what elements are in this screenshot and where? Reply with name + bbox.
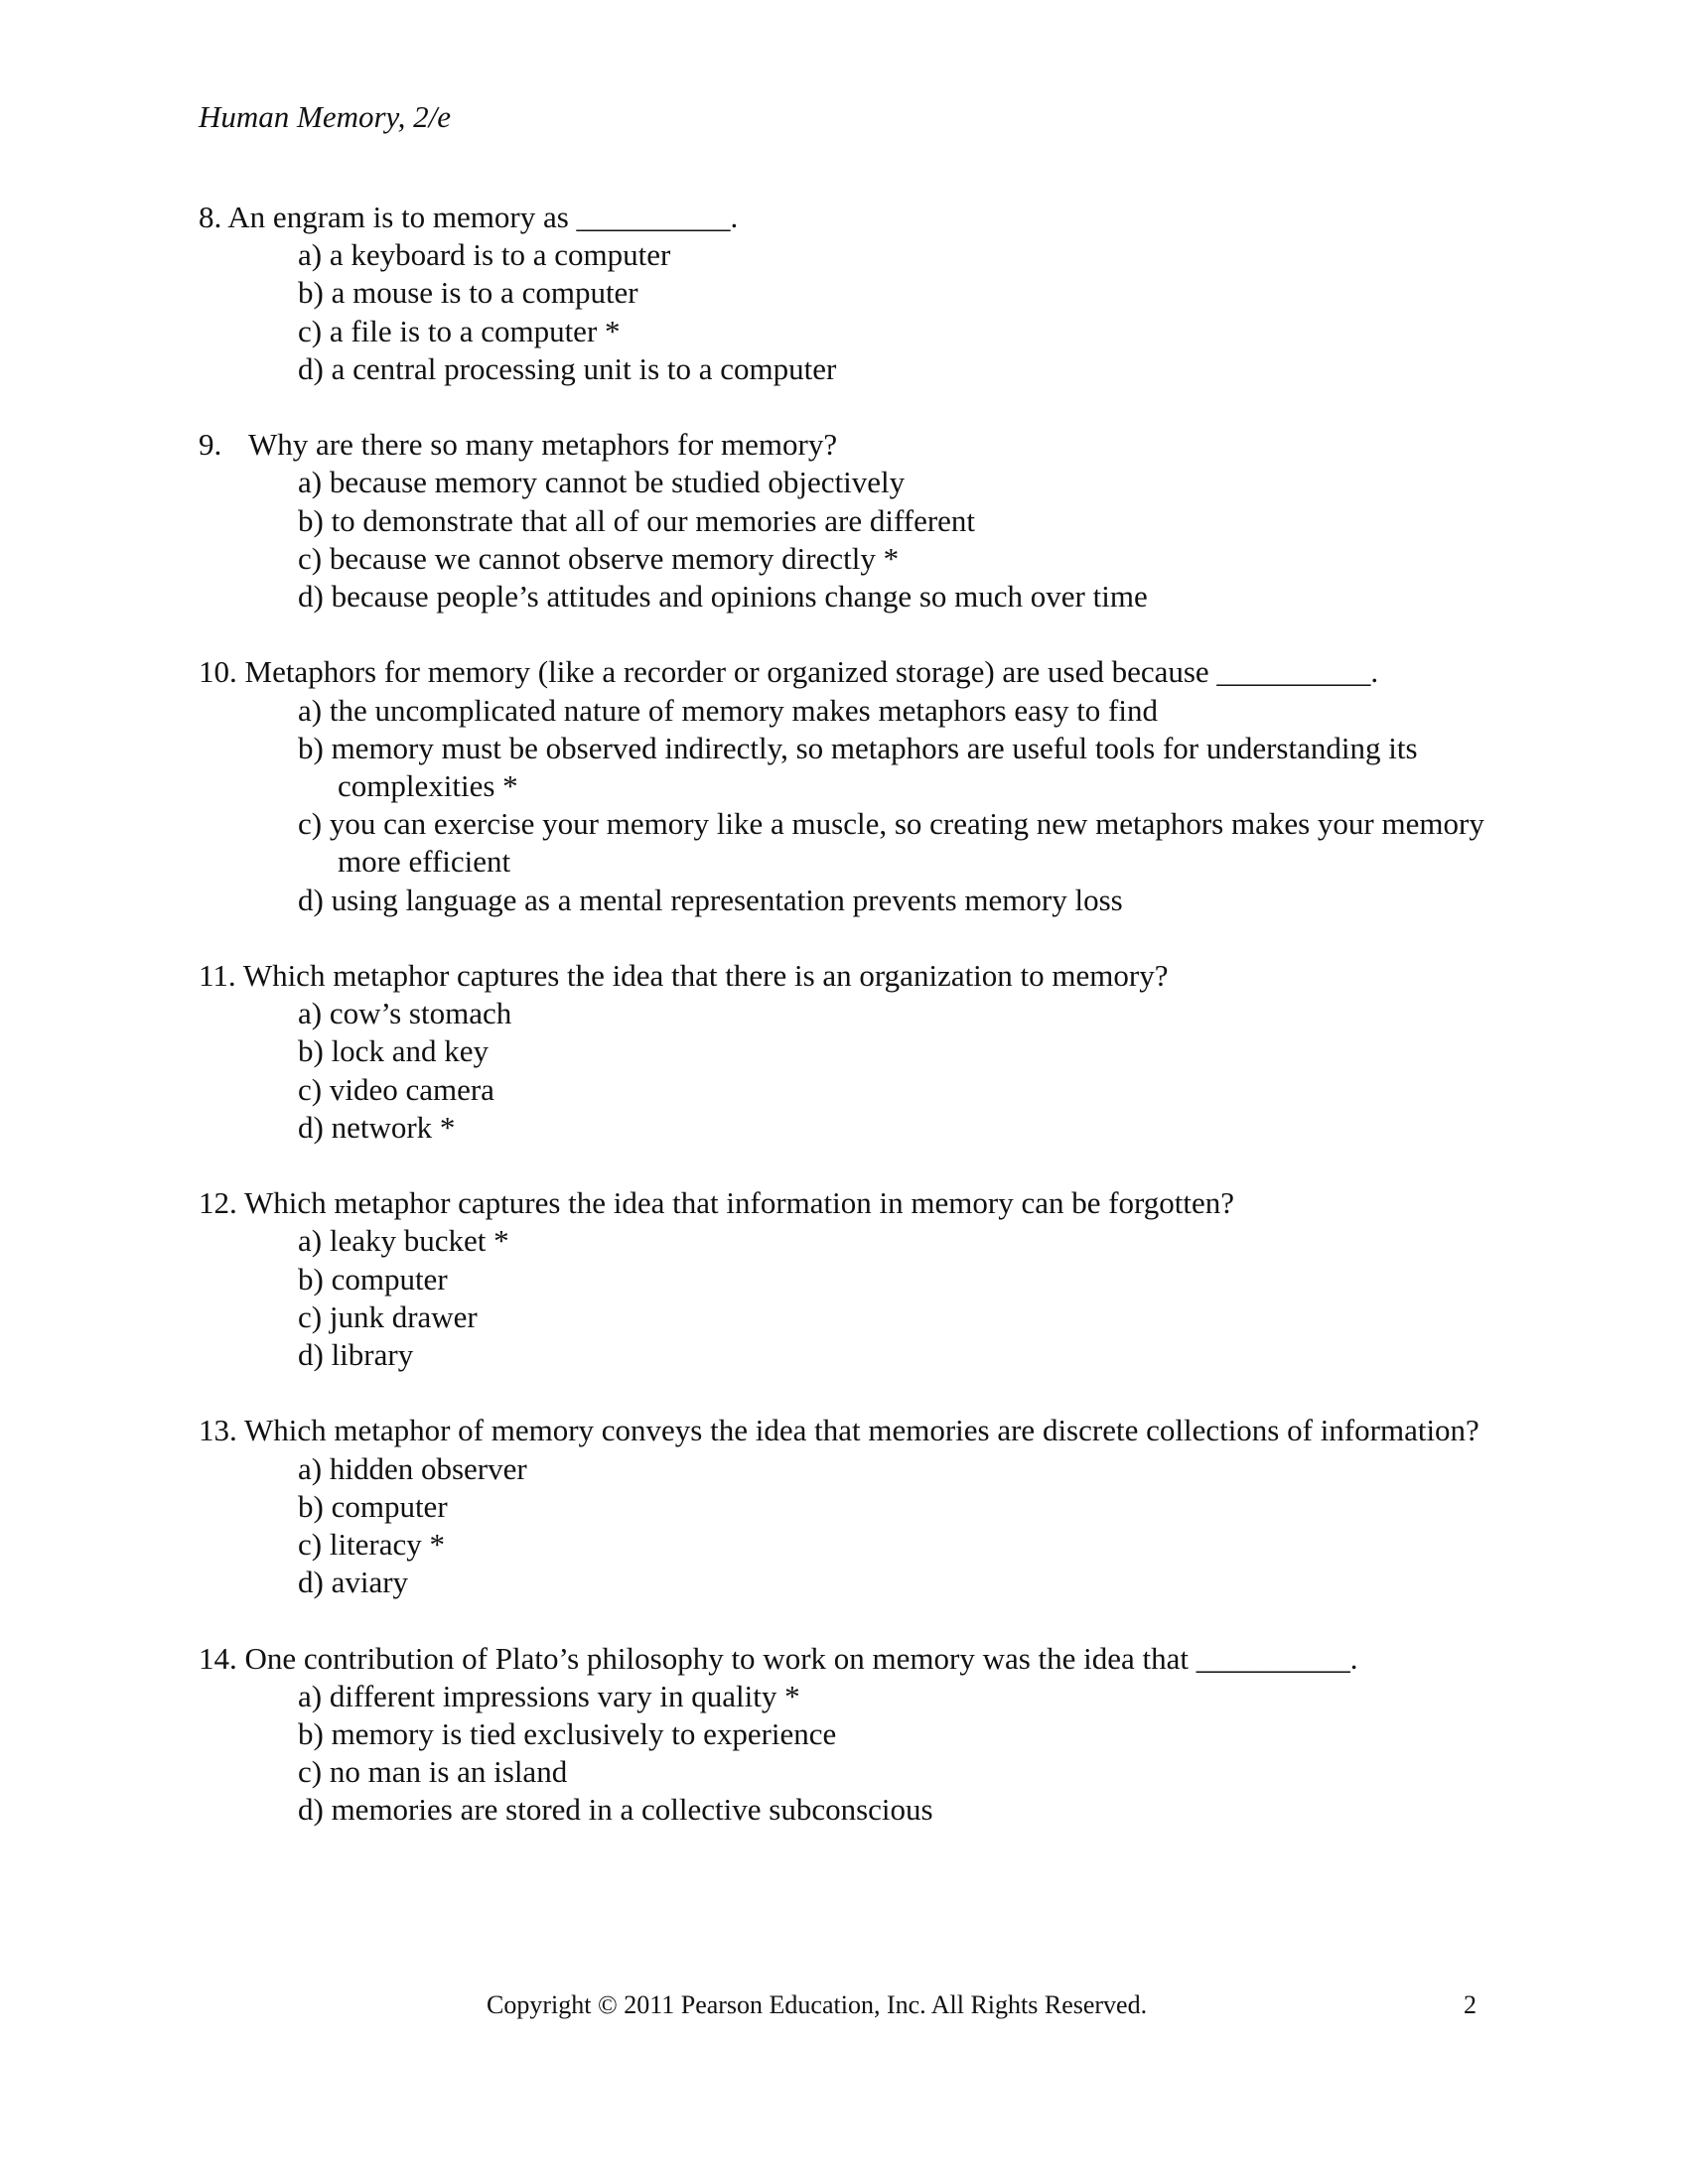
question-stem xyxy=(199,1184,1489,1222)
answer-option: b) computer xyxy=(298,1488,448,1524)
answer-option: d) a central processing unit is to a computer xyxy=(298,350,837,386)
question-text: An engram is to memory as __________. xyxy=(227,200,739,234)
question-9 xyxy=(199,426,1489,615)
question-number: 10. xyxy=(199,654,237,690)
question-14 xyxy=(199,1640,1489,1830)
answer-option: c) a file is to a computer * xyxy=(298,313,621,348)
answer-option: d) library xyxy=(298,1337,414,1373)
answer-option: a) a keyboard is to a computer xyxy=(298,237,671,273)
answer-option: a) cow’s stomach xyxy=(298,996,512,1031)
answer-option: b) to demonstrate that all of our memories are different xyxy=(298,502,976,538)
question-text: Metaphors for memory (like a recorder or organized storage) are used because __________. xyxy=(244,654,1379,690)
answer-option: b) memory is tied exclusively to experience xyxy=(298,1716,837,1752)
question-11 xyxy=(199,957,1489,1147)
question-text: Which metaphor captures the idea that information in memory can be forgotten? xyxy=(243,1185,1235,1221)
answer-option: a) leaky bucket * xyxy=(298,1223,509,1259)
answer-option: a) different impressions vary in quality * xyxy=(298,1678,800,1713)
question-number: 14. xyxy=(199,1640,237,1676)
answer-option: b) lock and key xyxy=(298,1033,489,1069)
question-text: Which metaphor captures the idea that there is an organization to memory? xyxy=(242,958,1169,994)
question-text: Which metaphor of memory conveys the idea that memories are discrete collections of information? xyxy=(243,1413,1479,1448)
question-stem xyxy=(199,426,1489,464)
answer-option: a) the uncomplicated nature of memory makes metaphors easy to find xyxy=(298,692,1158,728)
question-stem xyxy=(199,653,1489,691)
answer-option: d) because people’s attitudes and opinions change so much over time xyxy=(298,579,1148,614)
question-12 xyxy=(199,1184,1489,1374)
question-text: One contribution of Plato’s philosophy to work on memory was the idea that __________. xyxy=(244,1640,1358,1676)
answer-option: d) network * xyxy=(298,1109,456,1145)
question-13 xyxy=(199,1412,1489,1601)
question-stem xyxy=(199,199,1489,236)
answer-option: d) using language as a mental representation prevents memory loss xyxy=(298,882,1123,917)
answer-option: d) aviary xyxy=(298,1565,409,1600)
running-header xyxy=(199,98,451,136)
question-stem xyxy=(199,1640,1489,1678)
question-number: 9. xyxy=(199,427,222,463)
answer-option: c) no man is an island xyxy=(298,1754,568,1790)
answer-option: b) computer xyxy=(298,1261,448,1297)
answer-option: a) hidden observer xyxy=(298,1450,527,1486)
question-stem xyxy=(199,1412,1489,1449)
answer-option: b) memory must be observed indirectly, so metaphors are useful tools for understanding its complexities * xyxy=(298,730,1418,804)
question-number: 13. xyxy=(199,1413,237,1448)
answer-option: d) memories are stored in a collective subconscious xyxy=(298,1792,933,1828)
answer-option: a) because memory cannot be studied objectively xyxy=(298,465,906,500)
answer-option: b) a mouse is to a computer xyxy=(298,275,638,311)
answer-option: c) literacy * xyxy=(298,1527,446,1563)
question-10 xyxy=(199,653,1489,918)
question-number: 8. xyxy=(199,200,222,234)
page-number: 2 xyxy=(1464,1990,1477,2019)
question-number: 11. xyxy=(199,958,236,994)
question-text: Why are there so many metaphors for memory? xyxy=(248,427,838,463)
book-title: Human Memory, 2/e xyxy=(199,99,451,134)
copyright-notice: Copyright © 2011 Pearson Education, Inc. All Rights Reserved. xyxy=(487,1990,1148,2019)
question-stem xyxy=(199,957,1489,995)
question-number: 12. xyxy=(199,1185,237,1221)
question-list xyxy=(199,199,1489,1867)
answer-option: c) you can exercise your memory like a muscle, so creating new metaphors makes your memory more efficient xyxy=(298,806,1484,880)
answer-option: c) because we cannot observe memory directly * xyxy=(298,540,900,576)
answer-option: c) video camera xyxy=(298,1071,494,1107)
answer-option: c) junk drawer xyxy=(298,1298,478,1334)
question-8 xyxy=(199,199,1489,388)
